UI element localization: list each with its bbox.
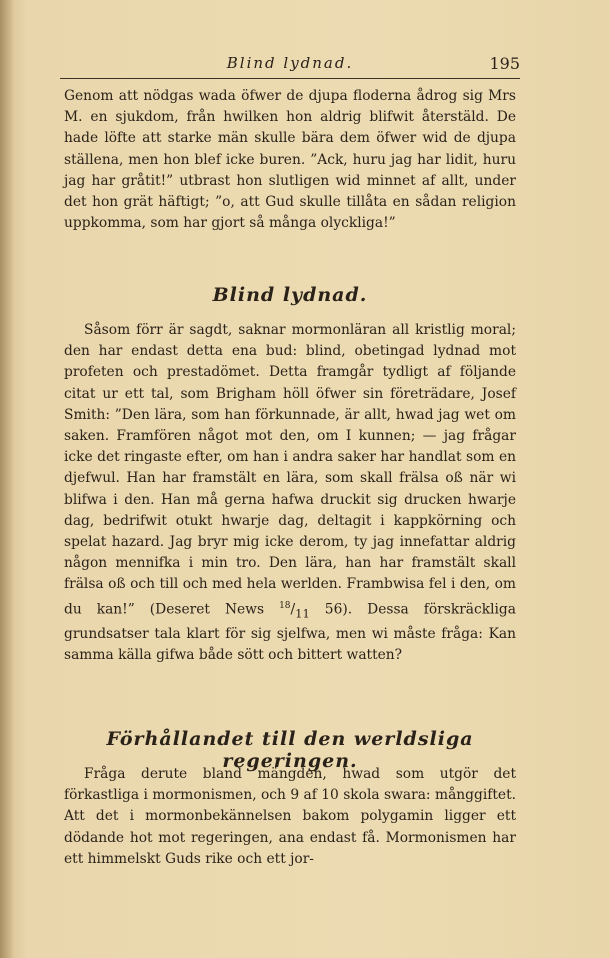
section-heading-regeringen: Förhållandet till den werldsliga regeringen.	[106, 728, 474, 772]
paragraph-2	[64, 320, 516, 667]
paragraph-2-text-c: 56). Dessa förskräckliga grundsatser tala klart för sig sjelfwa, men wi måste fråga: Kan samma källa gifwa både sött och bittert watten?	[64, 601, 516, 664]
paragraph-1-text: Genom att nödgas wada öfwer de djupa floderna ådrog sig Mrs M. en sjukdom, från hwilken hon aldrig blifwit återstäld. De hade löfte att starke män skulle bära dem öfwer wid de djupa ställena, men hon blef icke buren. ”Ack, huru jag har lidit, huru jag har gråtit!” utbrast hon slutligen wid minnet af allt, under det hon grät häftigt; ”o, att Gud skulle tillåta en sådan religion uppkomma, som har gjort så många olyckliga!”	[64, 88, 516, 232]
paragraph-2-text-a: Såsom förr är sagdt, saknar mormonläran all kristlig moral; den har endast detta ena bud: blind, obetingad lydnad mot profeten och prestadömet. Detta framgår tydligt af följande citat ur ett tal, som Brigham höll öfwer sin företrädare, Josef Smith: ”Den lära, som han förkunnade, är allt, hwad jag wet om saken. Framfören något mot den, om I kunnen; — jag frågar icke det ringaste efter, om han i andra saker har handlat som en djefwul. Han har framstält en lära, som skall frälsa oß när wi blifwa i den. Han må gerna hafwa druckit sig drucken hwarje dag, bedrifwit otukt hwarje dag, deltagit i kappkörning och spelat hazard. Jag bryr mig icke derom, ty jag innefattar aldrig någon mennifka i min tro. Den lära, han har framstält skall frälsa oß och till och med hela werlden. Frambwisa fel i den, om du kan!” (Deseret News	[64, 322, 516, 618]
date-month: 11	[295, 605, 310, 620]
paragraph-1	[64, 86, 516, 234]
page-gutter-shadow	[0, 0, 14, 958]
date-day: 18	[279, 600, 291, 611]
paragraph-3	[64, 764, 516, 870]
date-slash: /	[290, 601, 296, 618]
running-title: Blind lydnad.	[226, 54, 354, 72]
section-heading-blind-lydnad: Blind lydnad.	[212, 284, 368, 306]
page-number: 195	[489, 54, 520, 73]
paragraph-2-text	[64, 320, 516, 667]
page-header	[60, 52, 520, 79]
paragraph-3-text: Fråga derute bland mängden, hwad som utgör det förkastliga i mormonismen, och 9 af 10 skola swara: månggiftet. Att det i mormonbekännelsen bakom polygamin ligger ett dödande hot mot regeringen, ana endast få. Mormonismen har ett himmelskt Guds rike och ett jor-	[64, 766, 516, 867]
